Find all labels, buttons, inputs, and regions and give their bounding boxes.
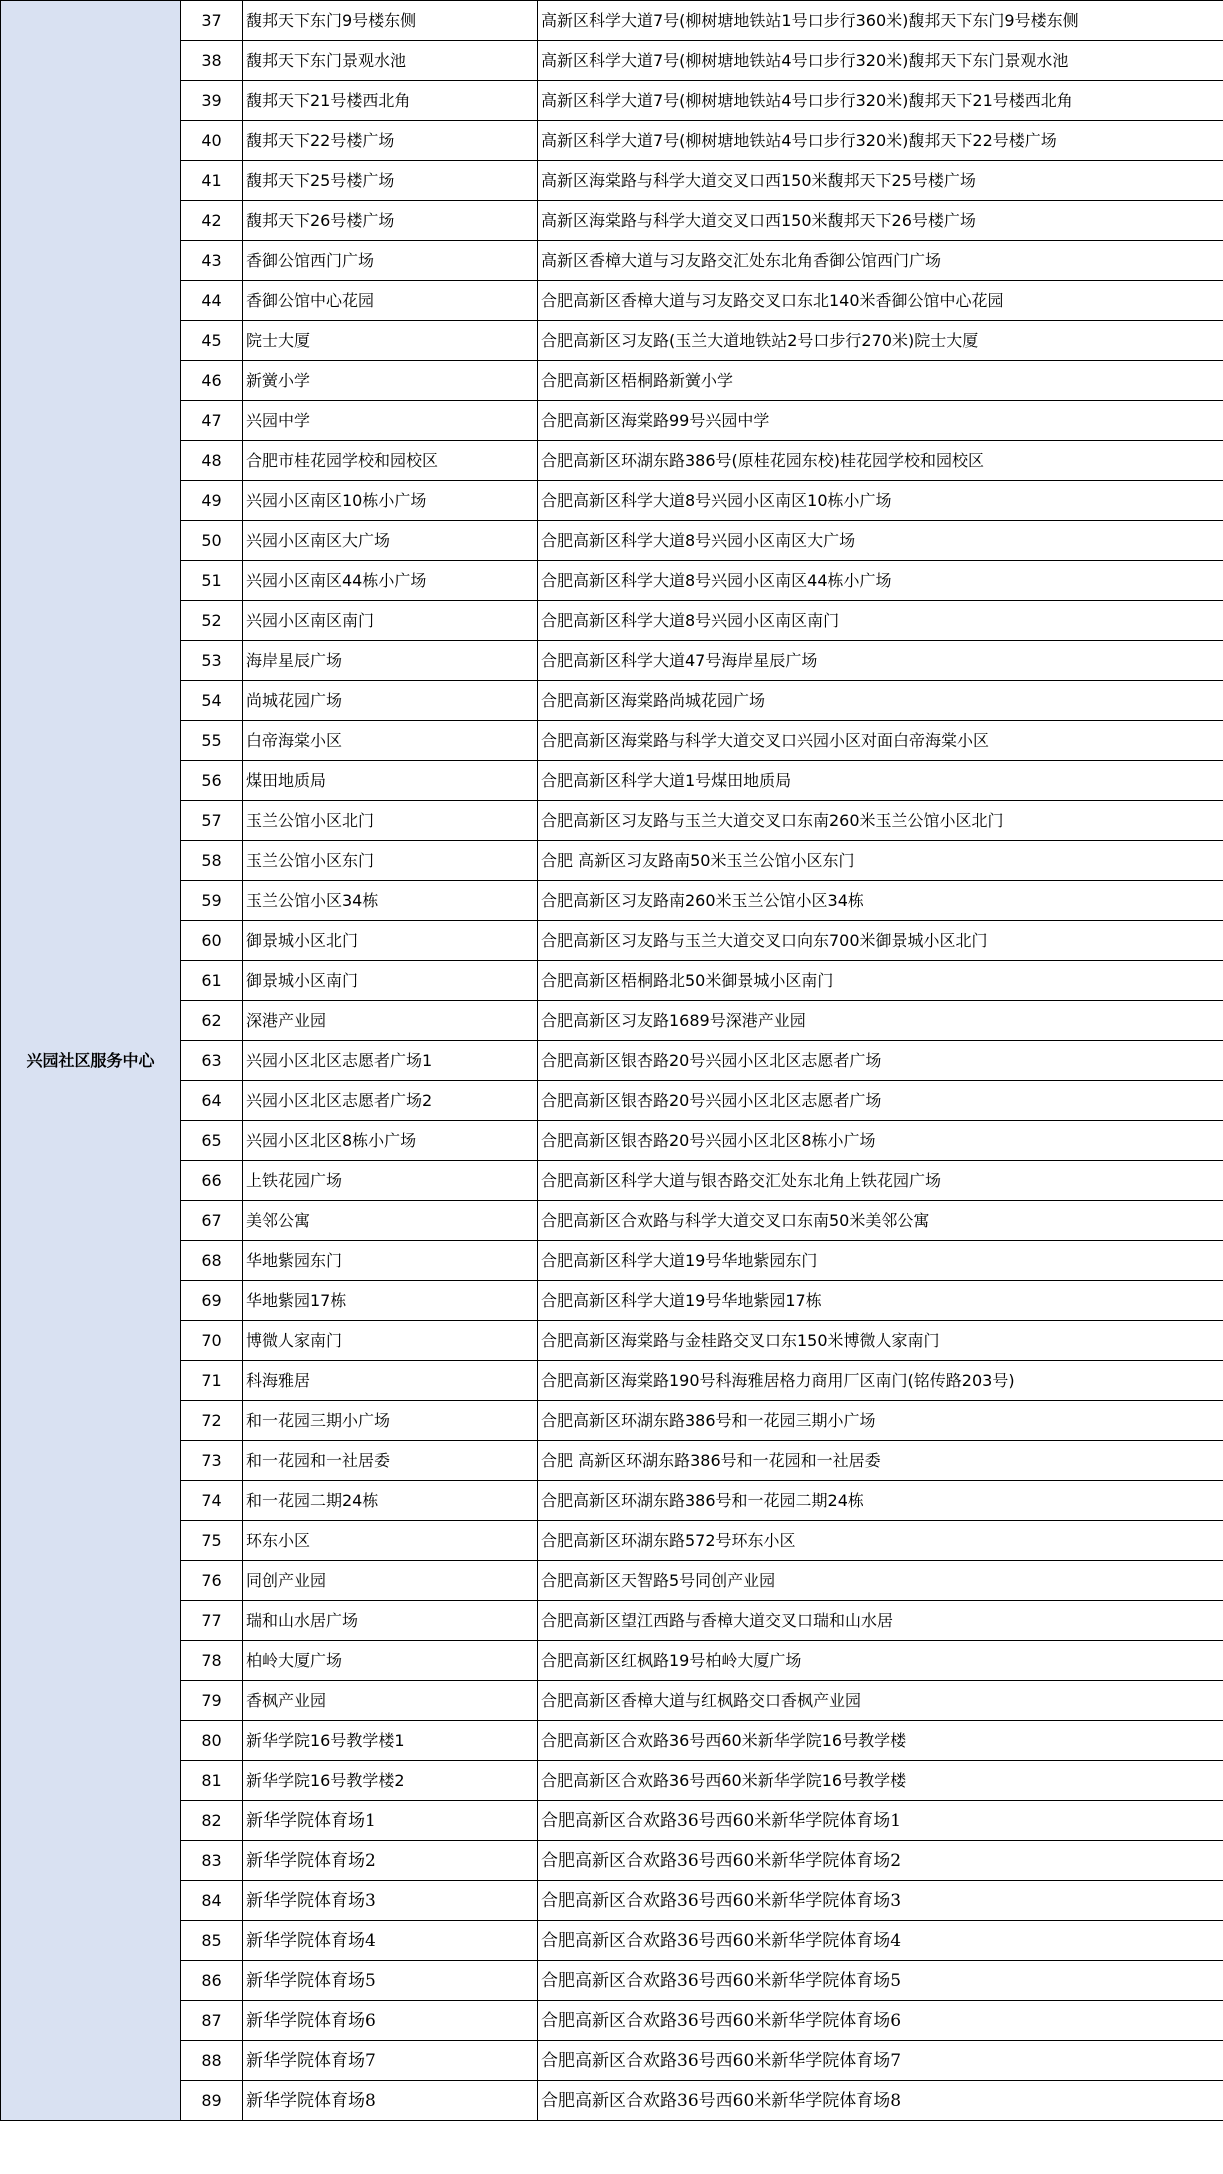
table-row [1,1881,1223,1921]
site-name-cell: 兴园中学 [243,401,538,441]
table-row [1,201,1223,241]
row-number-cell: 83 [181,1841,243,1881]
site-name-cell: 香御公馆中心花园 [243,281,538,321]
table-row [1,1641,1223,1681]
site-name-cell: 兴园小区北区志愿者广场2 [243,1081,538,1121]
table-row [1,2001,1223,2041]
site-name-cell: 新华学院体育场5 [243,1961,538,2001]
site-address-cell: 合肥高新区香樟大道与红枫路交口香枫产业园 [538,1681,1223,1721]
site-address-cell: 合肥高新区科学大道8号兴园小区南区44栋小广场 [538,561,1223,601]
table-row [1,2041,1223,2081]
site-address-cell: 合肥高新区合欢路36号西60米新华学院体育场6 [538,2001,1223,2041]
site-address-cell: 合肥高新区合欢路36号西60米新华学院体育场5 [538,1961,1223,2001]
row-number-cell: 82 [181,1801,243,1841]
site-address-cell: 高新区科学大道7号(柳树塘地铁站1号口步行360米)馥邦天下东门9号楼东侧 [538,1,1223,41]
site-name-cell: 白帝海棠小区 [243,721,538,761]
site-name-cell: 玉兰公馆小区东门 [243,841,538,881]
table-row [1,41,1223,81]
site-name-cell: 华地紫园17栋 [243,1281,538,1321]
table-row [1,121,1223,161]
row-number-cell: 50 [181,521,243,561]
table-row [1,721,1223,761]
table-row [1,1921,1223,1961]
site-address-cell: 高新区科学大道7号(柳树塘地铁站4号口步行320米)馥邦天下22号楼广场 [538,121,1223,161]
site-address-cell: 合肥高新区红枫路19号柏岭大厦广场 [538,1641,1223,1681]
site-name-cell: 新华学院体育场1 [243,1801,538,1841]
table-row [1,1361,1223,1401]
table-row [1,881,1223,921]
row-number-cell: 65 [181,1121,243,1161]
site-address-cell: 合肥高新区海棠路尚城花园广场 [538,681,1223,721]
site-name-cell: 馥邦天下东门9号楼东侧 [243,1,538,41]
table-row [1,1321,1223,1361]
site-name-cell: 科海雅居 [243,1361,538,1401]
table-row [1,81,1223,121]
site-name-cell: 御景城小区南门 [243,961,538,1001]
site-name-cell: 新华学院体育场8 [243,2081,538,2121]
site-address-cell: 合肥高新区习友路1689号深港产业园 [538,1001,1223,1041]
site-address-cell: 合肥高新区习友路(玉兰大道地铁站2号口步行270米)院士大厦 [538,321,1223,361]
site-name-cell: 新华学院体育场3 [243,1881,538,1921]
site-address-cell: 高新区香樟大道与习友路交汇处东北角香御公馆西门广场 [538,241,1223,281]
site-name-cell: 煤田地质局 [243,761,538,801]
table-row [1,401,1223,441]
row-number-cell: 55 [181,721,243,761]
site-name-cell: 馥邦天下21号楼西北角 [243,81,538,121]
row-number-cell: 64 [181,1081,243,1121]
site-name-cell: 上铁花园广场 [243,1161,538,1201]
row-number-cell: 85 [181,1921,243,1961]
site-name-cell: 新华学院体育场2 [243,1841,538,1881]
table-row [1,321,1223,361]
site-name-cell: 馥邦天下25号楼广场 [243,161,538,201]
site-address-cell: 合肥高新区合欢路36号西60米新华学院体育场8 [538,2081,1223,2121]
table-row [1,641,1223,681]
row-number-cell: 84 [181,1881,243,1921]
row-number-cell: 42 [181,201,243,241]
site-name-cell: 兴园小区南区44栋小广场 [243,561,538,601]
site-name-cell: 新华学院16号教学楼1 [243,1721,538,1761]
site-name-cell: 院士大厦 [243,321,538,361]
row-number-cell: 43 [181,241,243,281]
row-number-cell: 72 [181,1401,243,1441]
row-number-cell: 45 [181,321,243,361]
site-name-cell: 环东小区 [243,1521,538,1561]
site-address-cell: 合肥高新区习友路南260米玉兰公馆小区34栋 [538,881,1223,921]
table-row [1,1201,1223,1241]
table-row [1,1441,1223,1481]
site-name-cell: 柏岭大厦广场 [243,1641,538,1681]
table-row [1,441,1223,481]
row-number-cell: 40 [181,121,243,161]
site-address-cell: 合肥高新区海棠路与科学大道交叉口兴园小区对面白帝海棠小区 [538,721,1223,761]
site-name-cell: 新华学院16号教学楼2 [243,1761,538,1801]
site-name-cell: 兴园小区南区大广场 [243,521,538,561]
site-address-cell: 合肥高新区科学大道47号海岸星辰广场 [538,641,1223,681]
row-number-cell: 81 [181,1761,243,1801]
row-number-cell: 44 [181,281,243,321]
row-number-cell: 63 [181,1041,243,1081]
site-address-cell: 合肥高新区海棠路190号科海雅居格力商用厂区南门(铭传路203号) [538,1361,1223,1401]
site-address-cell: 合肥 高新区环湖东路386号和一花园和一社居委 [538,1441,1223,1481]
row-number-cell: 39 [181,81,243,121]
site-address-cell: 合肥高新区科学大道8号兴园小区南区南门 [538,601,1223,641]
site-name-cell: 深港产业园 [243,1001,538,1041]
site-name-cell: 玉兰公馆小区北门 [243,801,538,841]
table-row [1,1281,1223,1321]
table-row [1,161,1223,201]
table-row [1,1001,1223,1041]
site-address-cell: 合肥高新区科学大道1号煤田地质局 [538,761,1223,801]
row-number-cell: 58 [181,841,243,881]
site-address-cell: 合肥高新区海棠路与金桂路交叉口东150米博微人家南门 [538,1321,1223,1361]
table-row [1,1601,1223,1641]
site-address-cell: 合肥高新区香樟大道与习友路交叉口东北140米香御公馆中心花园 [538,281,1223,321]
table-row [1,841,1223,881]
row-number-cell: 69 [181,1281,243,1321]
row-number-cell: 37 [181,1,243,41]
row-number-cell: 86 [181,1961,243,2001]
row-number-cell: 60 [181,921,243,961]
table-row [1,1841,1223,1881]
site-address-cell: 合肥高新区环湖东路386号(原桂花园东校)桂花园学校和园校区 [538,441,1223,481]
site-name-cell: 香御公馆西门广场 [243,241,538,281]
site-name-cell: 华地紫园东门 [243,1241,538,1281]
row-number-cell: 76 [181,1561,243,1601]
site-address-cell: 合肥高新区合欢路36号西60米新华学院体育场3 [538,1881,1223,1921]
site-address-cell: 合肥高新区合欢路36号西60米新华学院体育场4 [538,1921,1223,1961]
table-row [1,681,1223,721]
site-address-cell: 合肥 高新区习友路南50米玉兰公馆小区东门 [538,841,1223,881]
row-number-cell: 80 [181,1721,243,1761]
site-name-cell: 御景城小区北门 [243,921,538,961]
row-number-cell: 71 [181,1361,243,1401]
site-address-cell: 高新区海棠路与科学大道交叉口西150米馥邦天下25号楼广场 [538,161,1223,201]
site-name-cell: 兴园小区南区10栋小广场 [243,481,538,521]
site-address-cell: 合肥高新区合欢路36号西60米新华学院16号教学楼 [538,1721,1223,1761]
row-number-cell: 54 [181,681,243,721]
site-address-cell: 合肥高新区科学大道8号兴园小区南区大广场 [538,521,1223,561]
table-row [1,281,1223,321]
site-name-cell: 新华学院体育场7 [243,2041,538,2081]
site-address-cell: 合肥高新区合欢路36号西60米新华学院体育场2 [538,1841,1223,1881]
row-number-cell: 67 [181,1201,243,1241]
site-name-cell: 兴园小区北区8栋小广场 [243,1121,538,1161]
row-number-cell: 77 [181,1601,243,1641]
table-row [1,1961,1223,2001]
table-row [1,521,1223,561]
row-number-cell: 66 [181,1161,243,1201]
site-name-cell: 和一花园三期小广场 [243,1401,538,1441]
site-name-cell: 兴园小区北区志愿者广场1 [243,1041,538,1081]
site-address-cell: 高新区海棠路与科学大道交叉口西150米馥邦天下26号楼广场 [538,201,1223,241]
site-name-cell: 尚城花园广场 [243,681,538,721]
site-address-cell: 合肥高新区科学大道8号兴园小区南区10栋小广场 [538,481,1223,521]
table-row [1,481,1223,521]
site-address-cell: 合肥高新区合欢路36号西60米新华学院体育场1 [538,1801,1223,1841]
site-address-cell: 合肥高新区银杏路20号兴园小区北区8栋小广场 [538,1121,1223,1161]
service-center-cell: 兴园社区服务中心 [1,1,181,2121]
site-name-cell: 兴园小区南区南门 [243,601,538,641]
table-row [1,1401,1223,1441]
table-row [1,1561,1223,1601]
row-number-cell: 51 [181,561,243,601]
site-address-cell: 合肥高新区望江西路与香樟大道交叉口瑞和山水居 [538,1601,1223,1641]
row-number-cell: 53 [181,641,243,681]
row-number-cell: 46 [181,361,243,401]
site-address-cell: 合肥高新区梧桐路新黉小学 [538,361,1223,401]
table-row [1,1481,1223,1521]
site-address-cell: 合肥高新区环湖东路386号和一花园二期24栋 [538,1481,1223,1521]
table-row [1,2081,1223,2121]
site-name-cell: 同创产业园 [243,1561,538,1601]
site-address-cell: 合肥高新区习友路与玉兰大道交叉口向东700米御景城小区北门 [538,921,1223,961]
site-name-cell: 馥邦天下26号楼广场 [243,201,538,241]
row-number-cell: 70 [181,1321,243,1361]
site-address-cell: 合肥高新区科学大道19号华地紫园17栋 [538,1281,1223,1321]
site-address-cell: 合肥高新区梧桐路北50米御景城小区南门 [538,961,1223,1001]
site-name-cell: 博微人家南门 [243,1321,538,1361]
site-name-cell: 新黉小学 [243,361,538,401]
table-row [1,801,1223,841]
row-number-cell: 73 [181,1441,243,1481]
table-row [1,241,1223,281]
site-name-cell: 新华学院体育场6 [243,2001,538,2041]
table-row [1,601,1223,641]
row-number-cell: 89 [181,2081,243,2121]
table-row [1,1121,1223,1161]
table-row [1,1241,1223,1281]
row-number-cell: 61 [181,961,243,1001]
table-row [1,1721,1223,1761]
site-address-cell: 合肥高新区海棠路99号兴园中学 [538,401,1223,441]
row-number-cell: 48 [181,441,243,481]
row-number-cell: 75 [181,1521,243,1561]
row-number-cell: 47 [181,401,243,441]
table-row [1,1081,1223,1121]
table-row [1,561,1223,601]
row-number-cell: 49 [181,481,243,521]
site-name-cell: 美邻公寓 [243,1201,538,1241]
table-row [1,961,1223,1001]
site-name-cell: 海岸星辰广场 [243,641,538,681]
site-address-cell: 合肥高新区银杏路20号兴园小区北区志愿者广场 [538,1081,1223,1121]
row-number-cell: 38 [181,41,243,81]
site-address-cell: 合肥高新区天智路5号同创产业园 [538,1561,1223,1601]
row-number-cell: 59 [181,881,243,921]
table-row [1,761,1223,801]
site-address-cell: 合肥高新区环湖东路572号环东小区 [538,1521,1223,1561]
row-number-cell: 74 [181,1481,243,1521]
site-name-cell: 合肥市桂花园学校和园校区 [243,441,538,481]
table-row [1,1801,1223,1841]
site-name-cell: 瑞和山水居广场 [243,1601,538,1641]
site-name-cell: 馥邦天下东门景观水池 [243,41,538,81]
table-row [1,1521,1223,1561]
row-number-cell: 41 [181,161,243,201]
site-name-cell: 香枫产业园 [243,1681,538,1721]
row-number-cell: 79 [181,1681,243,1721]
row-number-cell: 56 [181,761,243,801]
row-number-cell: 52 [181,601,243,641]
table-row [1,1161,1223,1201]
site-address-cell: 合肥高新区银杏路20号兴园小区北区志愿者广场 [538,1041,1223,1081]
site-address-cell: 合肥高新区科学大道与银杏路交汇处东北角上铁花园广场 [538,1161,1223,1201]
site-name-cell: 新华学院体育场4 [243,1921,538,1961]
site-address-cell: 高新区科学大道7号(柳树塘地铁站4号口步行320米)馥邦天下21号楼西北角 [538,81,1223,121]
site-name-cell: 馥邦天下22号楼广场 [243,121,538,161]
table-row [1,1761,1223,1801]
table-row [1,1,1223,41]
table-row [1,1041,1223,1081]
site-name-cell: 和一花园和一社居委 [243,1441,538,1481]
row-number-cell: 68 [181,1241,243,1281]
site-address-cell: 合肥高新区合欢路36号西60米新华学院体育场7 [538,2041,1223,2081]
row-number-cell: 62 [181,1001,243,1041]
site-address-cell: 合肥高新区环湖东路386号和一花园三期小广场 [538,1401,1223,1441]
table-row [1,921,1223,961]
row-number-cell: 87 [181,2001,243,2041]
site-name-cell: 和一花园二期24栋 [243,1481,538,1521]
site-address-cell: 合肥高新区合欢路与科学大道交叉口东南50米美邻公寓 [538,1201,1223,1241]
site-address-cell: 合肥高新区科学大道19号华地紫园东门 [538,1241,1223,1281]
table-row [1,1681,1223,1721]
table-row [1,361,1223,401]
row-number-cell: 78 [181,1641,243,1681]
table-body [1,1,1223,2121]
site-address-cell: 高新区科学大道7号(柳树塘地铁站4号口步行320米)馥邦天下东门景观水池 [538,41,1223,81]
row-number-cell: 88 [181,2041,243,2081]
row-number-cell: 57 [181,801,243,841]
site-address-cell: 合肥高新区合欢路36号西60米新华学院16号教学楼 [538,1761,1223,1801]
site-name-cell: 玉兰公馆小区34栋 [243,881,538,921]
site-address-cell: 合肥高新区习友路与玉兰大道交叉口东南260米玉兰公馆小区北门 [538,801,1223,841]
